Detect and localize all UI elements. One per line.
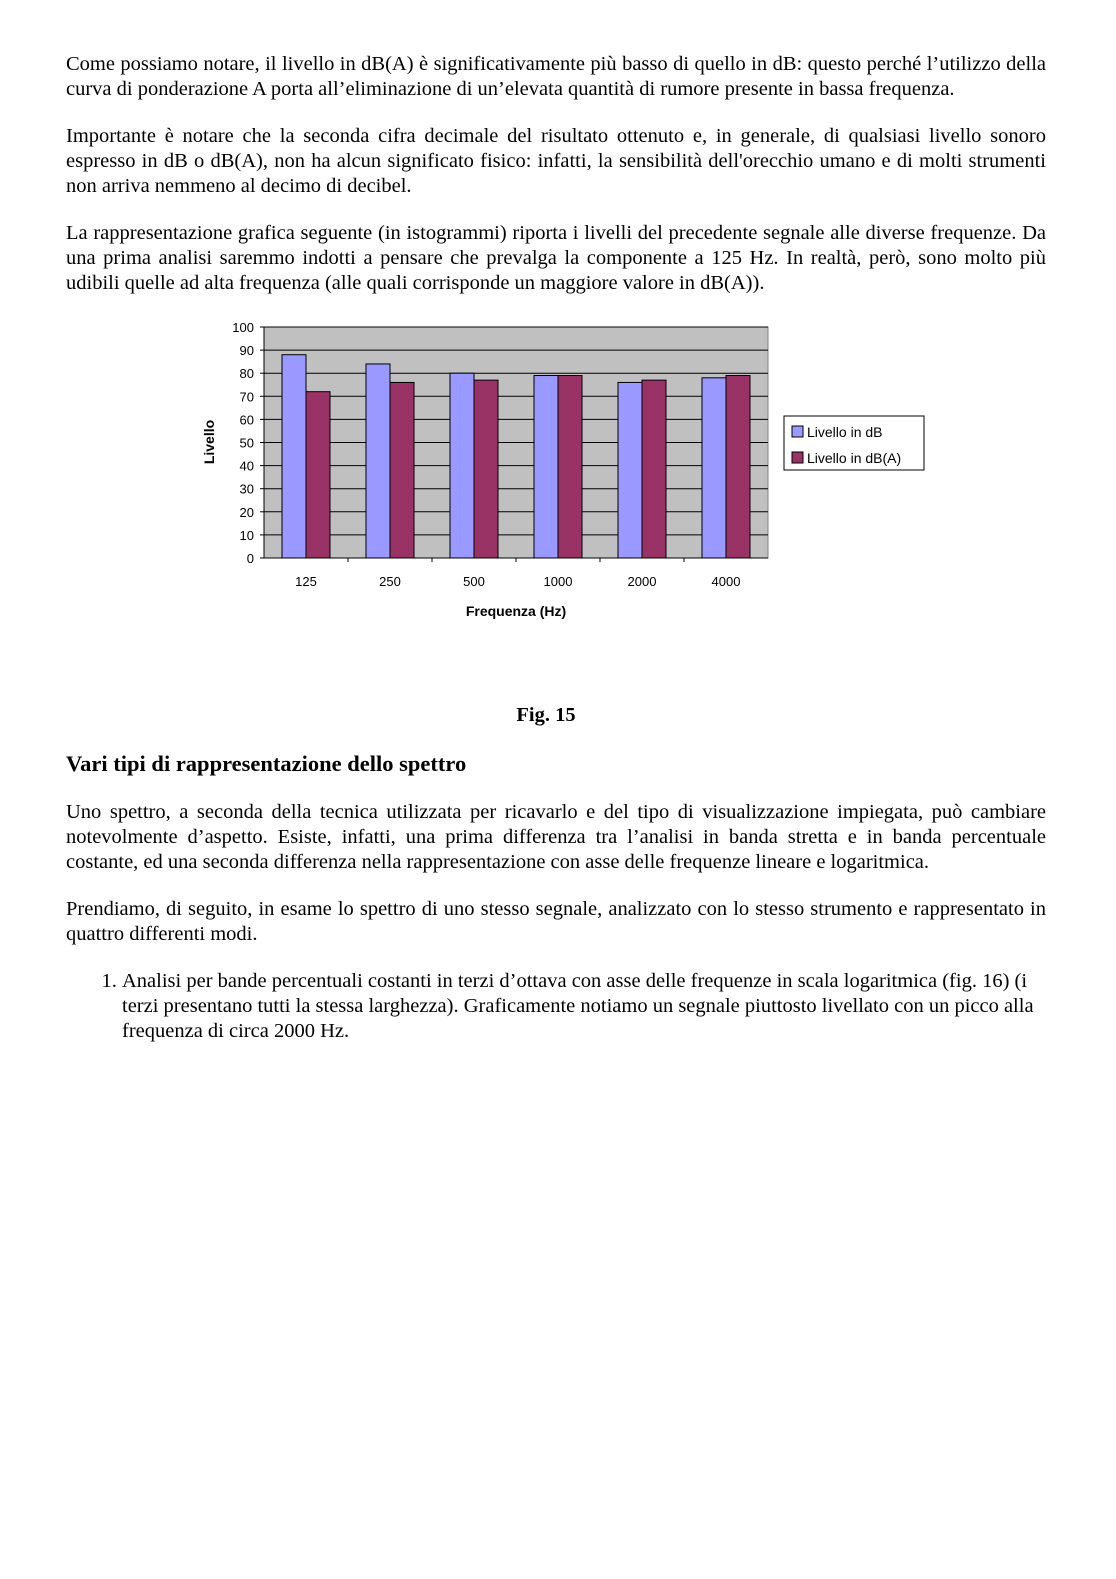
paragraph-5: Prendiamo, di seguito, in esame lo spettro di uno stesso segnale, analizzato con lo stesso strumento e rappresentato in quattro differenti modi. (66, 898, 1046, 945)
bar-dba-1000 (558, 376, 582, 558)
list-item: 1. Analisi per bande percentuali costanti in terzi d’ottava con asse delle frequenze in scala logaritmica (fig. 16) (i terzi presentano tutti la stessa larghezza). Graficamente notiamo un segnale piuttosto livellato con un picco alla frequenza di circa 2000 Hz. (122, 969, 1046, 1044)
x-tick-label: 2000 (627, 574, 657, 589)
bar-db-1000 (534, 376, 558, 558)
x-axis-label: Frequenza (Hz) (465, 603, 567, 619)
paragraph-3: La rappresentazione grafica seguente (in istogrammi) riporta i livelli del precedente segnale alle diverse frequenze. Da una prima analisi saremmo indotti a pensare che prevalga la componente a 125 Hz. In realtà, però, sono molto più udibili quelle ad alta frequenza (alle quali corrisponde un maggiore valore in dB(A)). (66, 222, 1046, 294)
chart-x-tick-labels (295, 558, 740, 589)
paragraph-1: Come possiamo notare, il livello in dB(A) è significativamente più basso di quello in dB: questo perché l’utilizzo della curva di ponderazione A porta all’eliminazione di un’elevata quantità di rumore presente in bassa frequenza. (66, 53, 1046, 100)
x-tick-label: 4000 (711, 574, 741, 589)
chart-legend (784, 416, 924, 470)
y-axis-label: Livello (201, 419, 217, 465)
figure-15 (66, 318, 1046, 700)
y-tick-label: 50 (239, 435, 254, 451)
y-tick-label: 10 (239, 527, 254, 543)
bar-dba-500 (474, 380, 498, 558)
x-tick-label: 125 (295, 574, 317, 589)
legend-swatch (792, 452, 803, 463)
paragraph-4: Uno spettro, a seconda della tecnica utilizzata per ricavarlo e del tipo di visualizzazione impiegata, può cambiare notevolmente d’aspetto. Esiste, infatti, una prima differenza tra l’analisi in banda stretta e in banda percentuale costante, ed una seconda differenza nella rappresentazione con asse delle frequenze lineare e logaritmica. (66, 801, 1046, 873)
y-tick-label: 20 (239, 504, 254, 520)
figure-caption: Fig. 15 (516, 704, 576, 726)
bar-db-250 (366, 364, 390, 558)
y-tick-label: 70 (239, 389, 254, 405)
bar-db-500 (450, 373, 474, 558)
y-tick-label: 80 (239, 366, 254, 382)
y-tick-label: 60 (239, 412, 254, 428)
document-page (66, 52, 1046, 1044)
x-tick-label: 1000 (543, 574, 573, 589)
numbered-list (66, 969, 1046, 1044)
y-tick-label: 0 (246, 551, 254, 566)
x-tick-label: 250 (379, 574, 401, 589)
legend-entry: Livello in dB(A) (807, 450, 902, 466)
y-tick-label: 90 (239, 343, 254, 359)
y-tick-label: 30 (239, 481, 254, 497)
bar-db-2000 (618, 382, 642, 558)
bar-dba-125 (306, 392, 330, 558)
bar-chart (66, 318, 1046, 700)
legend-entry: Livello in dB (807, 424, 883, 440)
bar-db-4000 (702, 378, 726, 558)
bar-dba-250 (390, 382, 414, 558)
bar-db-125 (282, 355, 306, 558)
y-tick-label: 40 (239, 458, 254, 474)
section-title: Vari tipi di rappresentazione dello spettro (66, 751, 467, 776)
chart-y-tick-labels (232, 320, 264, 566)
x-tick-label: 500 (463, 574, 485, 589)
legend-swatch (792, 426, 803, 437)
paragraph-2: Importante è notare che la seconda cifra decimale del risultato ottenuto e, in generale, di qualsiasi livello sonoro espresso in dB o dB(A), non ha alcun significato fisico: infatti, la sensibilità dell'orecchio umano e di molti strumenti non arriva nemmeno al decimo di decibel. (66, 125, 1046, 197)
bar-dba-4000 (726, 376, 750, 558)
y-tick-label: 100 (232, 320, 254, 335)
bar-dba-2000 (642, 380, 666, 558)
chart-grid (264, 327, 768, 558)
